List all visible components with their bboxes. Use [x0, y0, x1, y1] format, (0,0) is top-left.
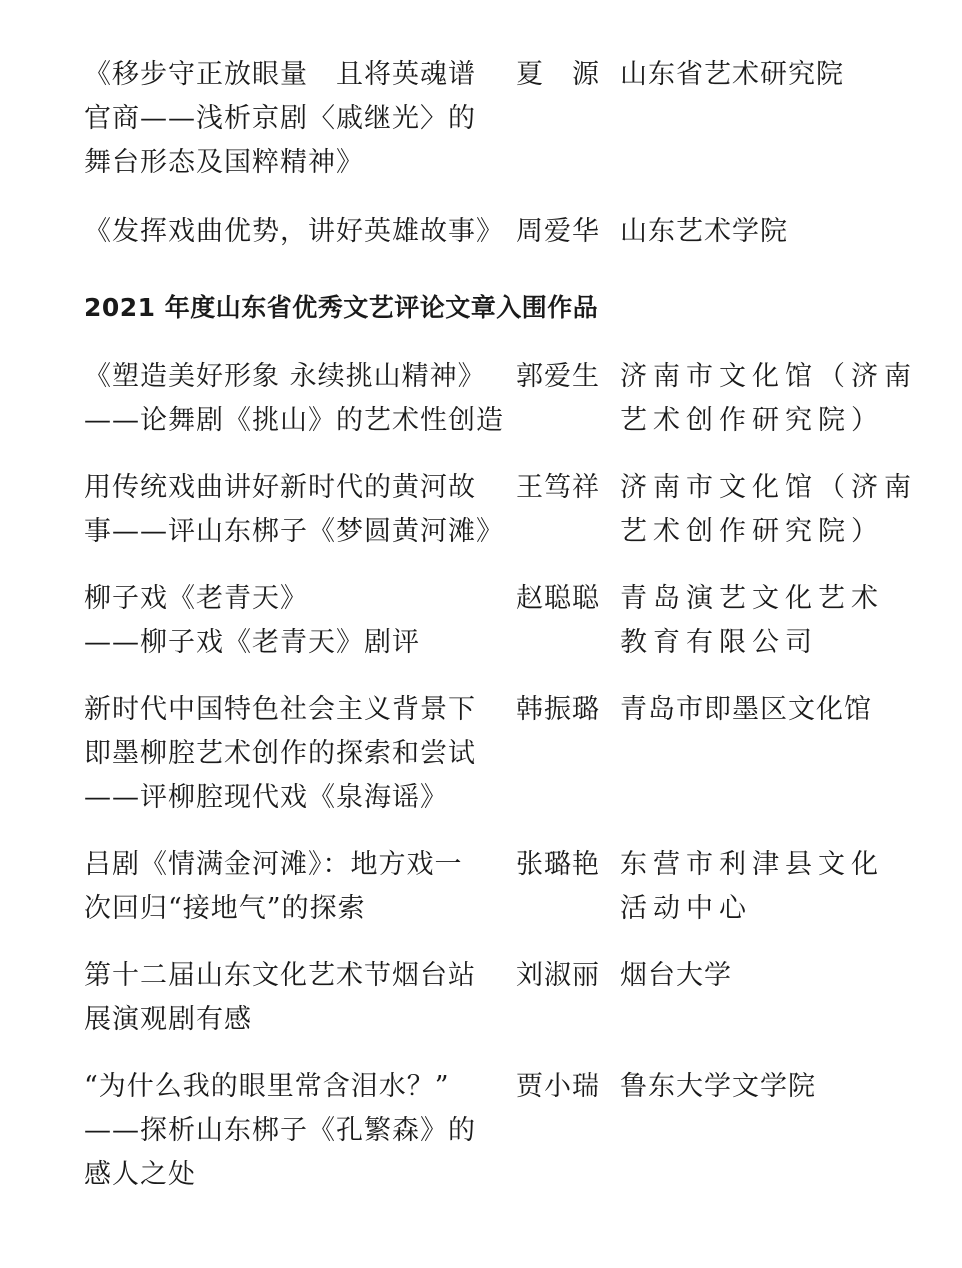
org-line: 青岛市即墨区文化馆 [620, 694, 872, 725]
title-line: 《发挥戏曲优势，讲好英雄故事》 [84, 216, 504, 247]
org-line: 济南市文化馆（济南 [620, 361, 917, 392]
entry-organization [620, 210, 890, 254]
title-line: 舞台形态及国粹精神》 [84, 147, 364, 178]
entry-title [84, 355, 504, 443]
title-line: 用传统戏曲讲好新时代的黄河故 [84, 472, 476, 503]
title-line: 第十二届山东文化艺术节烟台站 [84, 960, 476, 991]
entry-organization [620, 577, 890, 665]
entry-title [84, 843, 504, 931]
entry-title [84, 210, 504, 254]
org-line: 烟台大学 [620, 960, 732, 991]
entry-author: 郭爱生 [516, 361, 600, 392]
entry-author: 赵聪聪 [516, 583, 600, 614]
entry-organization [620, 688, 890, 732]
title-line: 《移步守正放眼量 且将英魂谱 [84, 59, 476, 90]
entry-organization [620, 53, 890, 97]
title-line: ——探析山东梆子《孔繁森》的 [84, 1115, 476, 1146]
entry-author: 韩振璐 [516, 694, 600, 725]
org-line: 艺术创作研究院） [620, 405, 884, 436]
org-line: 活动中心 [620, 893, 752, 924]
title-line: 新时代中国特色社会主义背景下 [84, 694, 476, 725]
title-line: 《塑造美好形象 永续挑山精神》 [84, 361, 486, 392]
entry-title [84, 1065, 504, 1197]
title-line: 柳子戏《老青天》 [84, 583, 308, 614]
org-line: 鲁东大学文学院 [620, 1071, 816, 1102]
title-line: 官商——浅析京剧〈戚继光〉的 [84, 103, 476, 134]
title-line: ——论舞剧《挑山》的艺术性创造 [84, 405, 504, 436]
org-line: 教育有限公司 [620, 627, 818, 658]
title-line: 吕剧《情满金河滩》：地方戏一 [84, 849, 463, 880]
entry-organization [620, 954, 890, 998]
title-line: 感人之处 [84, 1159, 196, 1190]
section-heading: 2021 年度山东省优秀文艺评论文章入围作品 [84, 293, 599, 322]
entry-organization [620, 355, 917, 443]
entry-author: 张璐艳 [516, 849, 600, 880]
entry-organization [620, 843, 890, 931]
title-line: 即墨柳腔艺术创作的探索和尝试 [84, 738, 476, 769]
title-line: ——评柳腔现代戏《泉海谣》 [84, 782, 448, 813]
title-line: “为什么我的眼里常含泪水？” [84, 1071, 450, 1102]
entry-author: 夏 源 [516, 59, 600, 90]
org-line: 山东艺术学院 [620, 216, 788, 247]
title-line: 展演观剧有感 [84, 1004, 252, 1035]
entry-title [84, 577, 504, 665]
org-line: 济南市文化馆（济南 [620, 472, 917, 503]
org-line: 山东省艺术研究院 [620, 59, 844, 90]
entry-title [84, 954, 504, 1042]
entry-title [84, 53, 504, 185]
entry-author: 刘淑丽 [516, 960, 600, 991]
entry-title [84, 466, 504, 554]
entry-author: 王笃祥 [516, 472, 600, 503]
entry-organization [620, 466, 917, 554]
entry-organization [620, 1065, 890, 1109]
entry-author: 贾小瑞 [516, 1071, 600, 1102]
entry-title [84, 688, 504, 820]
title-line: 次回归“接地气”的探索 [84, 893, 366, 924]
org-line: 青岛演艺文化艺术 [620, 583, 884, 614]
org-line: 东营市利津县文化 [620, 849, 884, 880]
org-line: 艺术创作研究院） [620, 516, 884, 547]
title-line: 事——评山东梆子《梦圆黄河滩》 [84, 516, 504, 547]
entry-author: 周爱华 [516, 216, 600, 247]
title-line: ——柳子戏《老青天》剧评 [84, 627, 420, 658]
